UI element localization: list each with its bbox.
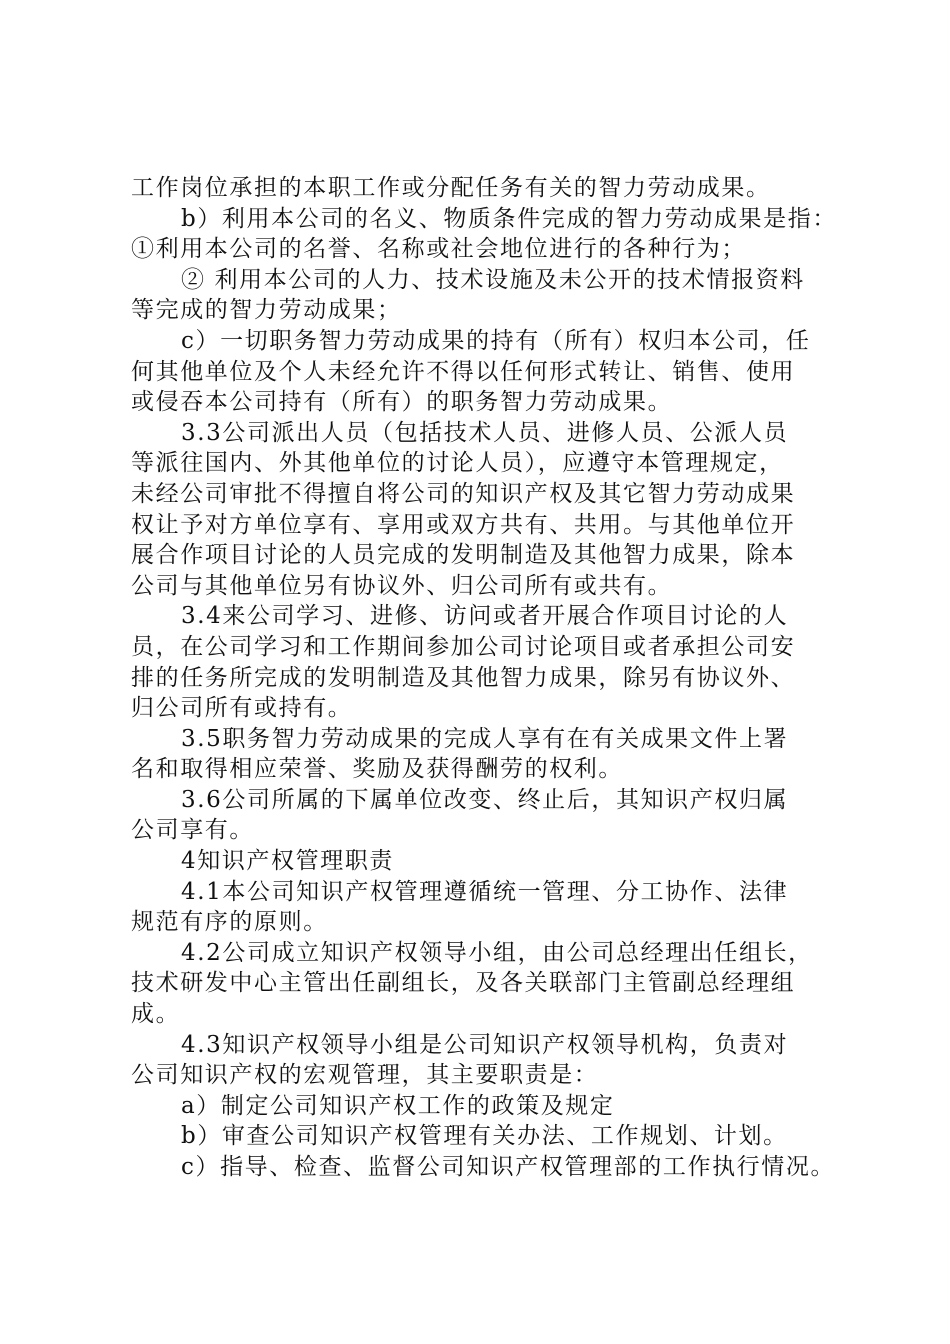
text-line: b）利用本公司的名义、物质条件完成的智力劳动成果是指：: [181, 205, 837, 232]
text-line: 3.4来公司学习、进修、访问或者开展合作项目讨论的人: [181, 603, 789, 630]
text-line: 3.3公司派出人员（包括技术人员、进修人员、公派人员: [181, 419, 789, 446]
text-line: 展合作项目讨论的人员完成的发明制造及其他智力成果，除本: [131, 542, 796, 569]
text-line: 排的任务所完成的发明制造及其他智力成果，除另有协议外、: [131, 664, 796, 691]
document-body: [131, 173, 851, 1183]
text-line: 3.6公司所属的下属单位改变、终止后，其知识产权归属: [181, 786, 789, 813]
text-line: 员，在公司学习和工作期间参加公司讨论项目或者承担公司安: [131, 633, 796, 660]
text-line: 成。: [131, 1001, 181, 1028]
text-line: ①利用本公司的名誉、名称或社会地位进行的各种行为；: [131, 236, 746, 263]
text-line: 工作岗位承担的本职工作或分配任务有关的智力劳动成果。: [131, 175, 771, 201]
text-line: 公司知识产权的宏观管理，其主要职责是：: [131, 1062, 599, 1089]
text-line: 公司享有。: [131, 817, 254, 844]
text-line: 3.5职务智力劳动成果的完成人享有在有关成果文件上署: [181, 725, 789, 752]
text-line: 4知识产权管理职责: [181, 848, 395, 875]
text-line: 4.1本公司知识产权管理遵循统一管理、分工协作、法律: [181, 878, 789, 905]
text-line: c）一切职务智力劳动成果的持有（所有）权归本公司，任: [181, 327, 811, 354]
text-line: 4.3知识产权领导小组是公司知识产权领导机构，负责对: [181, 1031, 789, 1058]
text-line: 等派往国内、外其他单位的讨论人员），应遵守本管理规定，: [131, 450, 784, 477]
text-line: c）指导、检查、监督公司知识产权管理部的工作执行情况。: [181, 1154, 836, 1180]
text-line: 技术研发中心主管出任副组长，及各关联部门主管副总经理组: [131, 970, 796, 997]
text-line: 未经公司审批不得擅自将公司的知识产权及其它智力劳动成果: [131, 480, 796, 507]
text-line: 何其他单位及个人未经允许不得以任何形式转让、销售、使用: [131, 358, 796, 385]
text-line: 公司与其他单位另有协议外、归公司所有或共有。: [131, 572, 673, 599]
text-line: 等完成的智力劳动成果；: [131, 297, 402, 324]
text-line: 名和取得相应荣誉、奖励及获得酬劳的权利。: [131, 756, 623, 783]
text-line: ② 利用本公司的人力、技术设施及未公开的技术情报资料: [181, 266, 805, 293]
text-line: 4.2公司成立知识产权领导小组，由公司总经理出任组长，: [181, 939, 813, 966]
text-line: 权让予对方单位享有、享用或双方共有、共用。与其他单位开: [131, 511, 796, 538]
text-line: 或侵吞本公司持有（所有）的职务智力劳动成果。: [131, 389, 673, 416]
text-line: a）制定公司知识产权工作的政策及规定: [181, 1092, 615, 1119]
text-line: 归公司所有或持有。: [131, 695, 353, 722]
text-line: b）审查公司知识产权管理有关办法、工作规划、计划。: [181, 1123, 788, 1150]
text-line: 规范有序的原则。: [131, 909, 328, 936]
